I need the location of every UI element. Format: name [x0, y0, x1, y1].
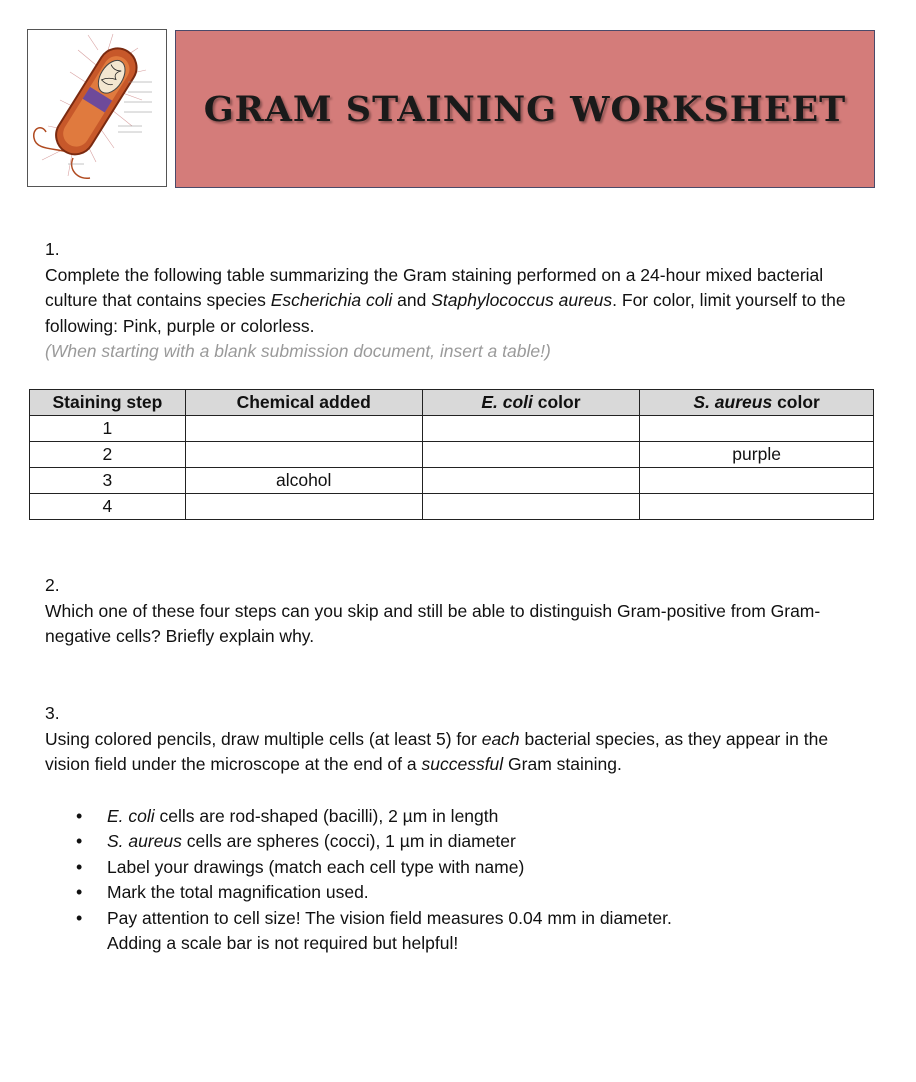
list-item: [45, 804, 855, 830]
header-saureus-color: [640, 390, 874, 416]
cell-chemical[interactable]: [185, 416, 422, 442]
list-item: [45, 829, 855, 855]
question-1-text: [45, 263, 855, 340]
list-item: • Label your drawings (match each cell type with name): [45, 855, 855, 881]
bullet-ecoli-name: E. coli: [107, 805, 155, 826]
bullet-saureus-name: S. aureus: [107, 831, 182, 851]
table-row: [30, 494, 874, 520]
q1-text-b: . For color, limit yourself to the following: Pink, purple or colorless.: [45, 290, 846, 336]
question-1: [45, 237, 855, 365]
q3-text-b: bacterial species, as they appear in the vision field under the microscope at the end of a: [45, 728, 829, 774]
question-2-number: 2.: [45, 575, 60, 595]
q3-text-a: Using colored pencils, draw multiple cells (at least 5) for: [45, 728, 482, 749]
q3-text-c: Gram staining.: [503, 754, 622, 774]
cell-step: 4: [30, 494, 186, 520]
staining-table: [29, 389, 874, 520]
cell-ecoli-color[interactable]: [422, 494, 640, 520]
q1-text-a: Complete the following table summarizing the Gram staining performed on a 24-hour mixed bacterial culture that contains species: [45, 264, 824, 310]
header-ecoli-suffix: color: [532, 392, 581, 412]
header-ecoli-color: [422, 390, 640, 416]
cell-step: 1: [30, 416, 186, 442]
instructions-list: [45, 804, 855, 957]
q1-and: and: [392, 290, 432, 310]
cell-ecoli-color[interactable]: [422, 468, 640, 494]
question-3-number: 3.: [45, 703, 60, 723]
bacterium-icon: [28, 30, 166, 186]
cell-saureus-color[interactable]: purple: [640, 442, 874, 468]
list-item: • Mark the total magnification used.: [45, 880, 855, 906]
header-staining-step: Staining step: [30, 390, 186, 416]
title-banner: [175, 30, 875, 188]
header-saureus-name: S. aureus: [693, 392, 773, 412]
question-2-text: Which one of these four steps can you skip and still be able to distinguish Gram-positive from Gram-negative cells? Briefly explain why.: [45, 600, 821, 646]
table-header-row: [30, 390, 874, 416]
table-row: [30, 442, 874, 468]
bullet-saureus-text: cells are spheres (cocci), 1 µm in diameter: [181, 831, 516, 851]
table-row: [30, 416, 874, 442]
bullet-size-line2: Adding a scale bar is not required but helpful!: [107, 933, 459, 953]
bullet-ecoli-text: cells are rod-shaped (bacilli), 2 µm in length: [154, 805, 499, 826]
cell-chemical[interactable]: [185, 442, 422, 468]
list-item: [45, 906, 855, 957]
question-1-number: 1.: [45, 239, 60, 259]
header-chemical-added: Chemical added: [185, 390, 422, 416]
question-3: [45, 701, 855, 957]
question-1-hint: (When starting with a blank submission document, insert a table!): [45, 341, 551, 361]
cell-saureus-color[interactable]: [640, 416, 874, 442]
worksheet-title: GRAM STAINING WORKSHEET: [203, 88, 847, 130]
cell-ecoli-color[interactable]: [422, 442, 640, 468]
question-2: [45, 573, 855, 650]
q1-species-ecoli: Escherichia coli: [270, 290, 393, 310]
bacterium-illustration: [27, 29, 167, 187]
cell-step: 3: [30, 468, 186, 494]
cell-chemical[interactable]: [185, 494, 422, 520]
cell-saureus-color[interactable]: [640, 468, 874, 494]
q3-each: each: [481, 728, 520, 749]
q3-successful: successful: [421, 754, 504, 774]
cell-chemical[interactable]: alcohol: [185, 468, 422, 494]
cell-saureus-color[interactable]: [640, 494, 874, 520]
bullet-size-line1: Pay attention to cell size! The vision field measures 0.04 mm in diameter.: [107, 907, 672, 928]
table-row: [30, 468, 874, 494]
cell-ecoli-color[interactable]: [422, 416, 640, 442]
q1-species-saureus: Staphylococcus aureus: [431, 290, 613, 310]
header-saureus-suffix: color: [772, 392, 820, 412]
question-3-text: [45, 727, 855, 778]
header-ecoli-name: E. coli: [481, 392, 533, 412]
cell-step: 2: [30, 442, 186, 468]
